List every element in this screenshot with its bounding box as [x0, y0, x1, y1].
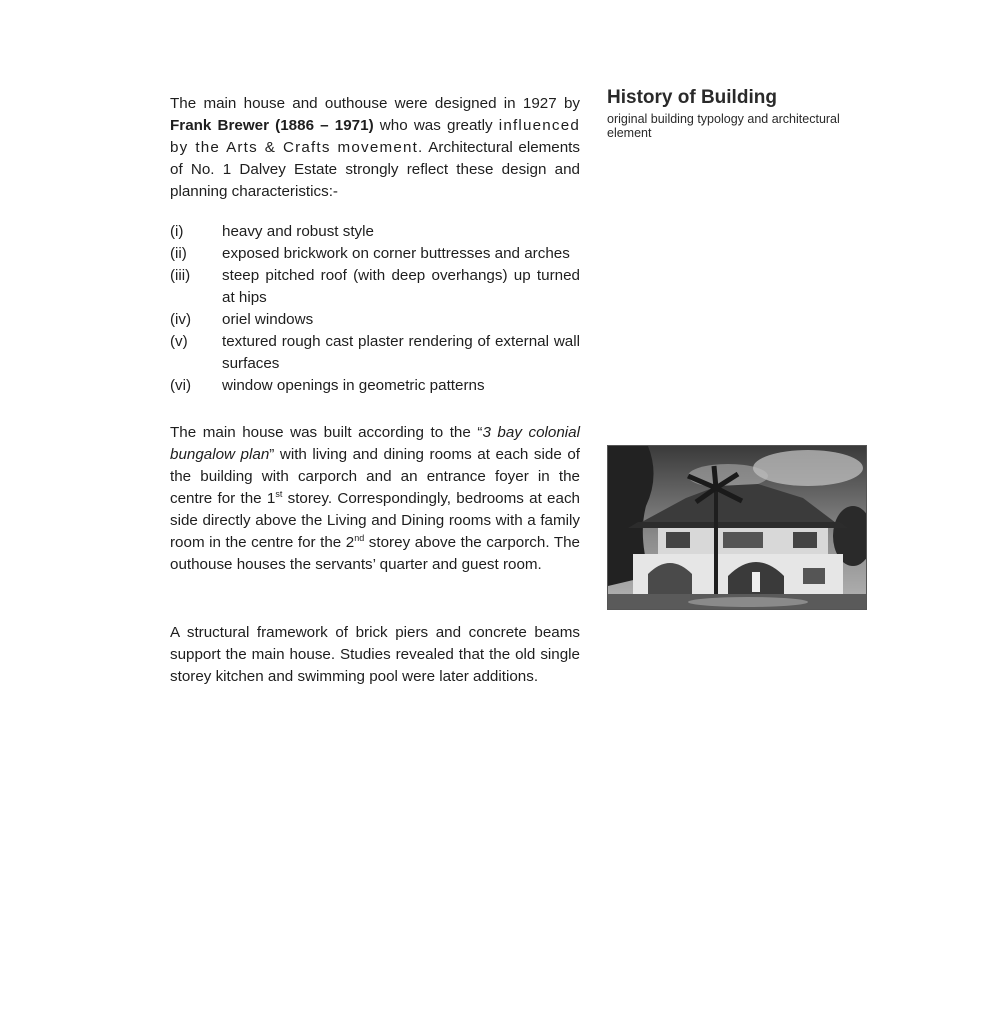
- list-item-text: window openings in geometric patterns: [222, 377, 485, 394]
- list-item-text: exposed brickwork on corner buttresses and arches: [222, 245, 570, 262]
- intro-text-2: who was greatly: [373, 117, 499, 134]
- section-subtitle: original building typology and architectural element: [607, 112, 840, 140]
- plan-name: 3 bay colonial bungalow plan: [170, 424, 580, 463]
- plan-paragraph: [170, 422, 580, 576]
- intro-paragraph: [170, 93, 580, 203]
- characteristics-list: [170, 221, 580, 397]
- list-item: [170, 375, 580, 397]
- plan-text-2: ” with living and dining rooms at each side of the building with carporch and an entrance foyer in the centre for the 1: [170, 446, 580, 507]
- building-photo: [607, 445, 867, 610]
- list-item: [170, 331, 580, 375]
- list-item-number: (i): [170, 223, 184, 240]
- plan-text-4: storey above the carporch. The outhouse houses the servants’ quarter and guest room.: [170, 534, 580, 573]
- list-item: [170, 221, 580, 243]
- architect-name: Frank Brewer (1886 – 1971): [170, 117, 374, 134]
- structure-paragraph: A structural framework of brick piers and concrete beams support the main house. Studies revealed that the old single storey kitchen and swimming pool were later additions.: [170, 624, 580, 685]
- ordinal-suffix: nd: [354, 532, 365, 543]
- plan-text-3: storey. Correspondingly, bedrooms at each side directly above the Living and Dining rooms with a family room in the centre for the 2: [170, 490, 580, 551]
- intro-text-1: The main house and outhouse were designed in 1927 by: [170, 95, 580, 112]
- section-title: History of Building: [607, 87, 777, 108]
- list-item-text: heavy and robust style: [222, 223, 374, 240]
- list-item-text: steep pitched roof (with deep overhangs) up turned at hips: [222, 267, 580, 306]
- list-item: [170, 309, 580, 331]
- main-text-column: [170, 93, 580, 688]
- list-item-text: oriel windows: [222, 311, 314, 328]
- ordinal-suffix: st: [275, 488, 283, 499]
- building-photo-illustration: [608, 446, 866, 609]
- list-item-number: (vi): [170, 377, 192, 394]
- plan-text-1: The main house was built according to the “: [170, 424, 483, 441]
- list-item: [170, 265, 580, 309]
- list-item-number: (iii): [170, 267, 191, 284]
- list-item-number: (iv): [170, 311, 192, 328]
- intro-text-spaced: influenced by the Arts & Crafts movement.: [170, 117, 580, 156]
- sidebar: [607, 86, 867, 140]
- list-item: [170, 243, 580, 265]
- list-item-number: (ii): [170, 245, 187, 262]
- intro-text-3: Architectural elements of No. 1 Dalvey Estate strongly reflect these design and planning characteristics:-: [170, 139, 580, 200]
- list-item-number: (v): [170, 333, 188, 350]
- list-item-text: textured rough cast plaster rendering of external wall surfaces: [222, 333, 580, 372]
